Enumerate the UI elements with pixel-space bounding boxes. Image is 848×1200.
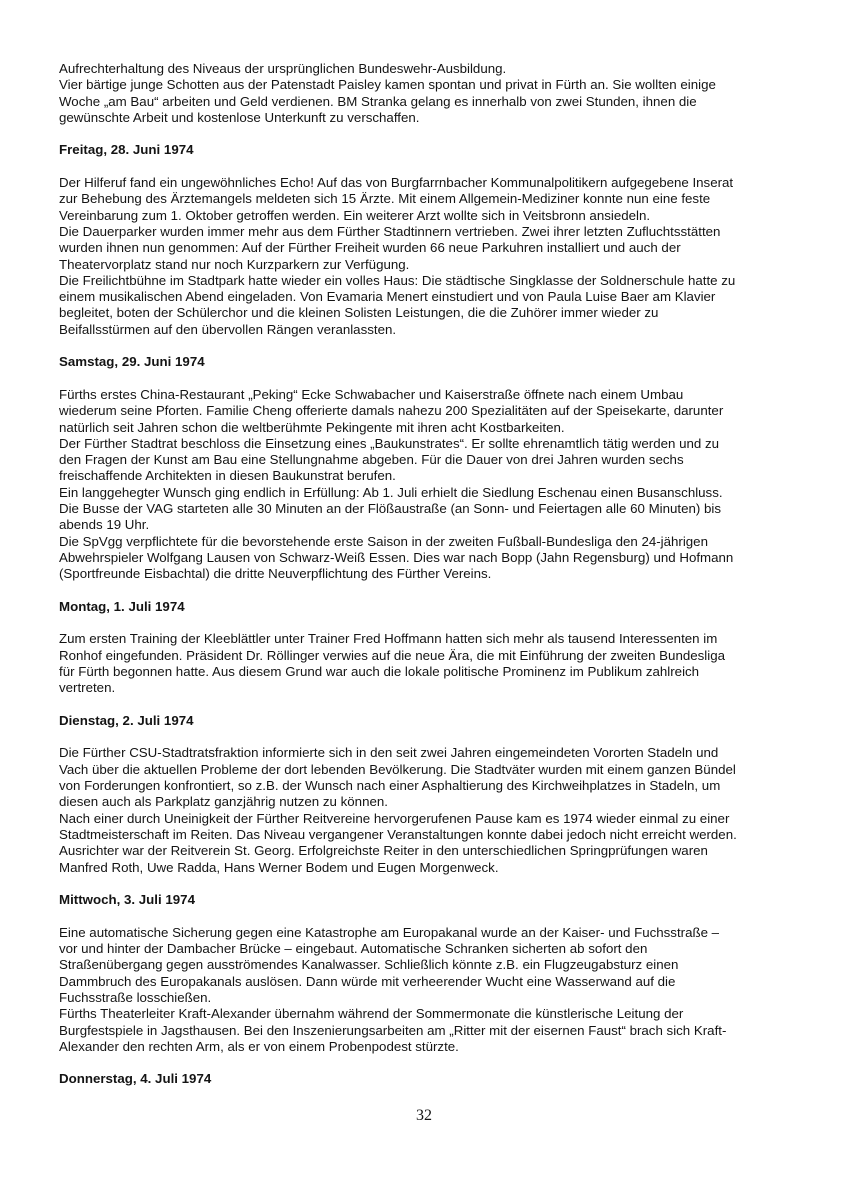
text-line: Theatervorplatz stand nur noch Kurzparkern zur Verfügung.	[59, 256, 410, 272]
page-footer	[0, 1106, 848, 1126]
text-line: natürlich seit Jahren schon die weltberühmte Pekingente mit ihren acht Kostbarkeiten.	[59, 419, 565, 435]
text-line: Manfred Roth, Uwe Radda, Hans Werner Bodem und Eugen Morgenweck.	[59, 859, 499, 875]
paragraph	[59, 175, 804, 338]
text-line: wurden ihnen nun genommen: Auf der Fürther Freiheit wurden 66 neue Parkuhren installiert und auch der	[59, 240, 681, 256]
text-line: Der Hilferuf fand ein ungewöhnliches Echo! Auf das von Burgfarrnbacher Kommunalpolitikern aufgegebene Inserat	[59, 175, 734, 191]
text-line: abends 19 Uhr.	[59, 517, 150, 533]
text-line: vor und hinter der Dambacher Brücke – eingebaut. Automatische Schranken sicherten ab sofort den	[59, 941, 648, 957]
text-line: Nach einer durch Uneinigkeit der Fürther Reitvereine hervorgerufenen Pause kam es 1974 wieder einmal zu einer	[59, 810, 730, 826]
text-line: Woche „am Bau“ arbeiten und Geld verdienen. BM Stranka gelang es innerhalb von zwei Stunden, ihnen die	[59, 93, 697, 109]
text-line: Stadtmeisterschaft im Reiten. Das Niveau vergangener Veranstaltungen konnte dabei jedoch nicht erreicht werden.	[59, 826, 737, 842]
text-line: Fürths erstes China-Restaurant „Peking“ Ecke Schwabacher und Kaiserstraße öffnete nach einem Umbau	[59, 386, 684, 402]
text-line: Ronhof eingefunden. Präsident Dr. Röllinger verwies auf die neue Ära, die mit Einführung der zweiten Bundesliga	[59, 647, 725, 663]
text-line: vertreten.	[59, 680, 116, 696]
paragraph	[59, 387, 804, 583]
paragraph	[59, 745, 804, 875]
text-line: Die Dauerparker wurden immer mehr aus dem Fürther Stadtinnern vertrieben. Zwei ihrer letzten Zufluchtsstätten	[59, 223, 721, 239]
text-line: Ausrichter war der Reitverein St. Georg. Erfolgreichste Reiter in den unterschiedlichen Springprüfungen waren	[59, 843, 708, 859]
text-line: Vier bärtige junge Schotten aus der Patenstadt Paisley kamen spontan und privat in Fürth an. Sie wollten einige	[59, 77, 716, 93]
text-line: Straßenübergang gegen ausströmendes Kanalwasser. Schließlich könnte z.B. ein Flugzeugabsturz einen	[59, 957, 679, 973]
day-heading: Mittwoch, 3. Juli 1974	[59, 892, 195, 908]
text-line: Ein langgehegter Wunsch ging endlich in Erfüllung: Ab 1. Juli erhielt die Siedlung Eschenau einen Busanschluss.	[59, 484, 723, 500]
text-line: Der Fürther Stadtrat beschloss die Einsetzung eines „Baukunstrates“. Er sollte ehrenamtlich tätig werden und zu	[59, 435, 720, 451]
text-line: Dammbruch des Europakanals auslösen. Dann würde mit verheerender Wucht eine Wasserwand auf die	[59, 973, 676, 989]
text-line: für Fürth begonnen hatte. Aus diesem Grund war auch die lokale politische Prominenz im Publikum zahlreich	[59, 663, 700, 679]
paragraph	[59, 631, 804, 696]
text-line: Vereinbarung zum 1. Oktober getroffen werden. Ein weiterer Arzt wollte sich in Veitsbronn ansiedeln.	[59, 207, 651, 223]
text-line: Eine automatische Sicherung gegen eine Katastrophe am Europakanal wurde an der Kaiser- und Fuchsstraße –	[59, 924, 720, 940]
text-line: Die Freilichtbühne im Stadtpark hatte wieder ein volles Haus: Die städtische Singklasse der Soldnerschule hatte zu	[59, 272, 736, 288]
text-line: Abwehrspieler Wolfgang Lausen von Schwarz-Weiß Essen. Dies war nach Bopp (Jahn Regensburg) und Hofmann	[59, 549, 734, 565]
paragraph	[59, 61, 804, 126]
day-heading: Samstag, 29. Juni 1974	[59, 354, 205, 370]
day-heading: Donnerstag, 4. Juli 1974	[59, 1071, 212, 1087]
day-heading: Freitag, 28. Juni 1974	[59, 142, 194, 158]
text-line: Aufrechterhaltung des Niveaus der ursprünglichen Bundeswehr-Ausbildung.	[59, 61, 507, 76]
text-line: diesen auch als Parkplatz ganzjährig nutzen zu können.	[59, 794, 388, 810]
text-line: Fuchsstraße losschießen.	[59, 989, 212, 1005]
day-heading: Montag, 1. Juli 1974	[59, 598, 185, 614]
text-line: Vach über die aktuellen Probleme der dort lebenden Bevölkerung. Die Stadtväter wurden mit einem ganzen Bündel	[59, 761, 736, 777]
text-line: den Fragen der Kunst am Bau eine Stellungnahme abgeben. Für die Dauer von drei Jahren wurden sechs	[59, 452, 684, 468]
text-line: Zum ersten Training der Kleeblättler unter Trainer Fred Hoffmann hatten sich mehr als tausend Interessenten im	[59, 631, 718, 647]
text-line: (Sportfreunde Eisbachtal) die dritte Neuverpflichtung des Fürther Vereins.	[59, 566, 492, 582]
paragraph	[59, 925, 804, 1055]
text-line: Die SpVgg verpflichtete für die bevorstehende erste Saison in der zweiten Fußball-Bundesliga den 24-jährigen	[59, 533, 708, 549]
document-body	[59, 61, 804, 1088]
text-line: Beifallsstürmen auf den übervollen Rängen veranlassten.	[59, 321, 397, 337]
text-line: freischaffende Architekten in diesen Baukunstrat berufen.	[59, 468, 396, 484]
text-line: Alexander den rechten Arm, als er von einem Probenpodest stürzte.	[59, 1038, 459, 1054]
day-heading: Dienstag, 2. Juli 1974	[59, 712, 194, 728]
text-line: gewünschte Arbeit und kostenlose Unterkunft zu verschaffen.	[59, 109, 420, 125]
text-line: wiederum seine Pforten. Familie Cheng offerierte damals nahezu 200 Spezialitäten auf der Speisekarte, darunter	[59, 403, 724, 419]
page-number: 32	[416, 1107, 432, 1124]
text-line: zur Behebung des Ärztemangels meldeten sich 15 Ärzte. Mit einem Allgemein-Mediziner konnte nun eine feste	[59, 191, 711, 207]
text-line: Fürths Theaterleiter Kraft-Alexander übernahm während der Sommermonate die künstlerische Leitung der	[59, 1006, 684, 1022]
text-line: Die Busse der VAG starteten alle 30 Minuten an der Flößaustraße (an Sonn- und Feiertagen alle 60 Minuten) bis	[59, 501, 722, 517]
text-line: von Forderungen konfrontiert, so z.B. der Wunsch nach einer Asphaltierung des Kirchweihplatzes in Stadeln, um	[59, 778, 721, 794]
text-line: Burgfestspiele in Jagsthausen. Bei den Inszenierungsarbeiten am „Ritter mit der eisernen Faust“ brach sich Kraft-	[59, 1022, 727, 1038]
text-line: begleitet, boten der Schülerchor und die kleinen Solisten Leistungen, die die Zuhörer immer wieder zu	[59, 305, 659, 321]
text-line: Die Fürther CSU-Stadtratsfraktion informierte sich in den seit zwei Jahren eingemeindeten Vororten Stadeln und	[59, 745, 719, 761]
text-line: einem musikalischen Abend eingeladen. Von Evamaria Menert einstudiert und von Paula Luise Baer am Klavier	[59, 289, 716, 305]
